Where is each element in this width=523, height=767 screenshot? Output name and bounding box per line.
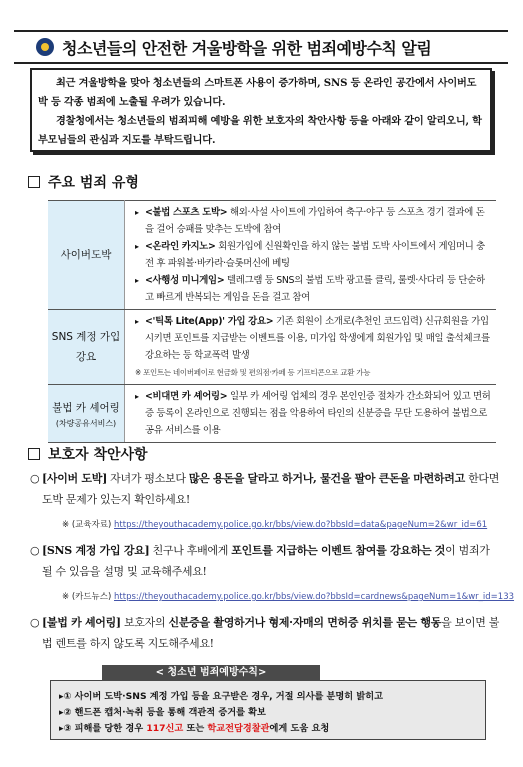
description-cell [125,201,497,310]
reference-link[interactable]: https://theyouthacademy.police.go.kr/bbs/view.do?bbsId=cardnews&pageNum=1&wr_id=133 [114,592,515,602]
reference-line [62,590,514,602]
list-item [135,204,491,238]
category-label: 불법 카 셰어링 [52,402,120,414]
guide-text: 이 범죄가 될 수 있음을 설명 및 교육해주세요! [42,544,490,578]
circle-bullet-icon: ○ [30,544,40,557]
description-cell [125,310,497,385]
summary-row [59,689,477,705]
intro-paragraph-2: 경찰청에서는 청소년들의 범죄피해 예방을 위한 보호자의 착안사항 등을 아래와 같이 알리오니, 학부모님들의 관심과 지도를 부탁드립니다. [38,115,482,146]
list-item [135,388,491,439]
summary-text: ▸② 핸드폰 캡처·녹취 등을 통해 객관적 증거를 확보 [59,707,266,718]
list-item [135,272,491,306]
item-tag: <온라인 카지노> [145,241,216,252]
title-bar [14,30,508,64]
category-cell [48,385,125,443]
item-text: 일부 카 셰어링 업체의 경우 본인인증 절차가 간소화되어 있고 면허증 등록이 온라인으로 진행되는 점을 악용하여 타인의 신분증을 무단 도용하여 불법으로 공유 서비스를 이용 [145,391,491,436]
summary-text: 에게 도움 요청 [269,723,330,734]
table-row [48,201,496,310]
checkbox-square-icon [28,448,40,460]
table-row [48,310,496,385]
item-tag: <비대면 카 셰어링> [145,391,228,402]
guide-text: 한다면 도박 문제가 있는지 확인하세요! [42,472,500,506]
item-tag: <'틱톡 Lite(App)' 가입 강요> [145,316,274,327]
guide-item-carsharing [30,612,502,654]
guide-tag: [SNS 계정 가입 강요] [42,544,150,557]
guide-item-sns [30,540,502,582]
guide-tag: [불법 카 셰어링] [42,616,121,629]
item-text: 해외·사설 사이트에 가입하여 축구·야구 등 스포츠 경기 결과에 돈을 걸어 승패를 맞추는 도박에 참여 [145,207,485,235]
guide-text: 을 보이면 불법 렌트를 하지 않도록 지도해주세요! [42,616,500,650]
item-text: 기존 회원이 소개로(추천인 코드입력) 신규회원을 가입시키면 포인트를 지급받는 이벤트를 이용, 미가입 학생에게 회원가입 및 매일 출석체크를 강요하는 등 학교폭력 발생 [145,316,490,361]
category-sub-label: (차량공유서비스) [55,419,117,428]
reference-line [62,518,487,530]
item-tag: <사행성 미니게임> [145,275,225,286]
summary-text: ▸① 사이버 도박·SNS 계정 가입 등을 요구받은 경우, 거절 의사를 분명히 밝히고 [59,691,383,702]
guide-tag: [사이버 도박] [42,472,107,485]
item-text: 회원가입에 신원확인을 하지 않는 불법 도박 사이트에서 게임머니 충전 후 파워볼·바카라·슬롯머신에 베팅 [145,241,485,269]
list-item [135,238,491,272]
intro-paragraph-1: 최근 겨울방학을 맞아 청소년들의 스마트폰 사용이 증가하며, SNS 등 온라인 공간에서 사이버도박 등 각종 범죄에 노출될 우려가 있습니다. [38,77,477,108]
list-item [135,313,491,364]
circle-bullet-icon: ○ [30,472,40,485]
guide-emphasis: 많은 용돈을 달라고 하거나, 물건을 팔아 큰돈을 마련하려고 [188,472,465,485]
item-text: 텔레그램 등 SNS의 불법 도박 광고를 클릭, 룰렛·사다리 등 단순하고 빠르게 반복되는 게임을 돈을 걸고 참여 [145,275,485,303]
reference-link[interactable]: https://theyouthacademy.police.go.kr/bbs/view.do?bbsId=data&pageNum=2&wr_id=61 [114,520,488,530]
reference-label: ※ (카드뉴스) [62,592,112,602]
summary-emphasis: 117신고 [146,723,184,734]
guide-emphasis: 신분증을 촬영하거나 형제·자매의 면허증 위치를 묻는 행동 [168,616,442,629]
summary-row [59,705,477,721]
guide-item-gambling [30,468,502,510]
guide-text: 자녀가 평소보다 [106,472,189,485]
crime-types-table [48,200,496,443]
section-heading-guardians [28,444,148,464]
police-emblem-icon [36,38,54,56]
footnote: ※ 포인트는 네이버페이로 현금화 및 편의점·카페 등 기프티콘으로 교환 가능 [135,368,371,377]
section-title: 주요 범죄 유형 [48,175,139,191]
category-label: 사이버도박 [60,249,112,261]
summary-title: < 청소년 범죄예방수칙> [102,665,320,681]
circle-bullet-icon: ○ [30,616,40,629]
table-row [48,385,496,443]
page-title: 청소년들의 안전한 겨울방학을 위한 범죄예방수칙 알림 [62,38,432,58]
checkbox-square-icon [28,176,40,188]
guide-text: 보호자의 [120,616,169,629]
summary-row [59,721,477,737]
item-tag: <불법 스포츠 도박> [145,207,228,218]
description-cell [125,385,497,443]
section-heading-crimes [28,172,139,192]
prevention-summary-box [50,680,486,740]
guide-emphasis: 포인트를 지급하는 이벤트 참여를 강요하는 것 [231,544,446,557]
category-label: SNS 계정 가입 강요 [51,331,121,363]
category-cell [48,310,125,385]
summary-emphasis: 학교전담경찰관 [207,723,270,734]
summary-text: ▸③ 피해를 당한 경우 [59,723,147,734]
reference-label: ※ (교육자료) [62,520,112,530]
category-cell [48,201,125,310]
summary-text: 또는 [183,723,208,734]
intro-box [30,68,492,152]
section-title: 보호자 착안사항 [48,447,148,463]
guide-text: 친구나 후배에게 [149,544,232,557]
